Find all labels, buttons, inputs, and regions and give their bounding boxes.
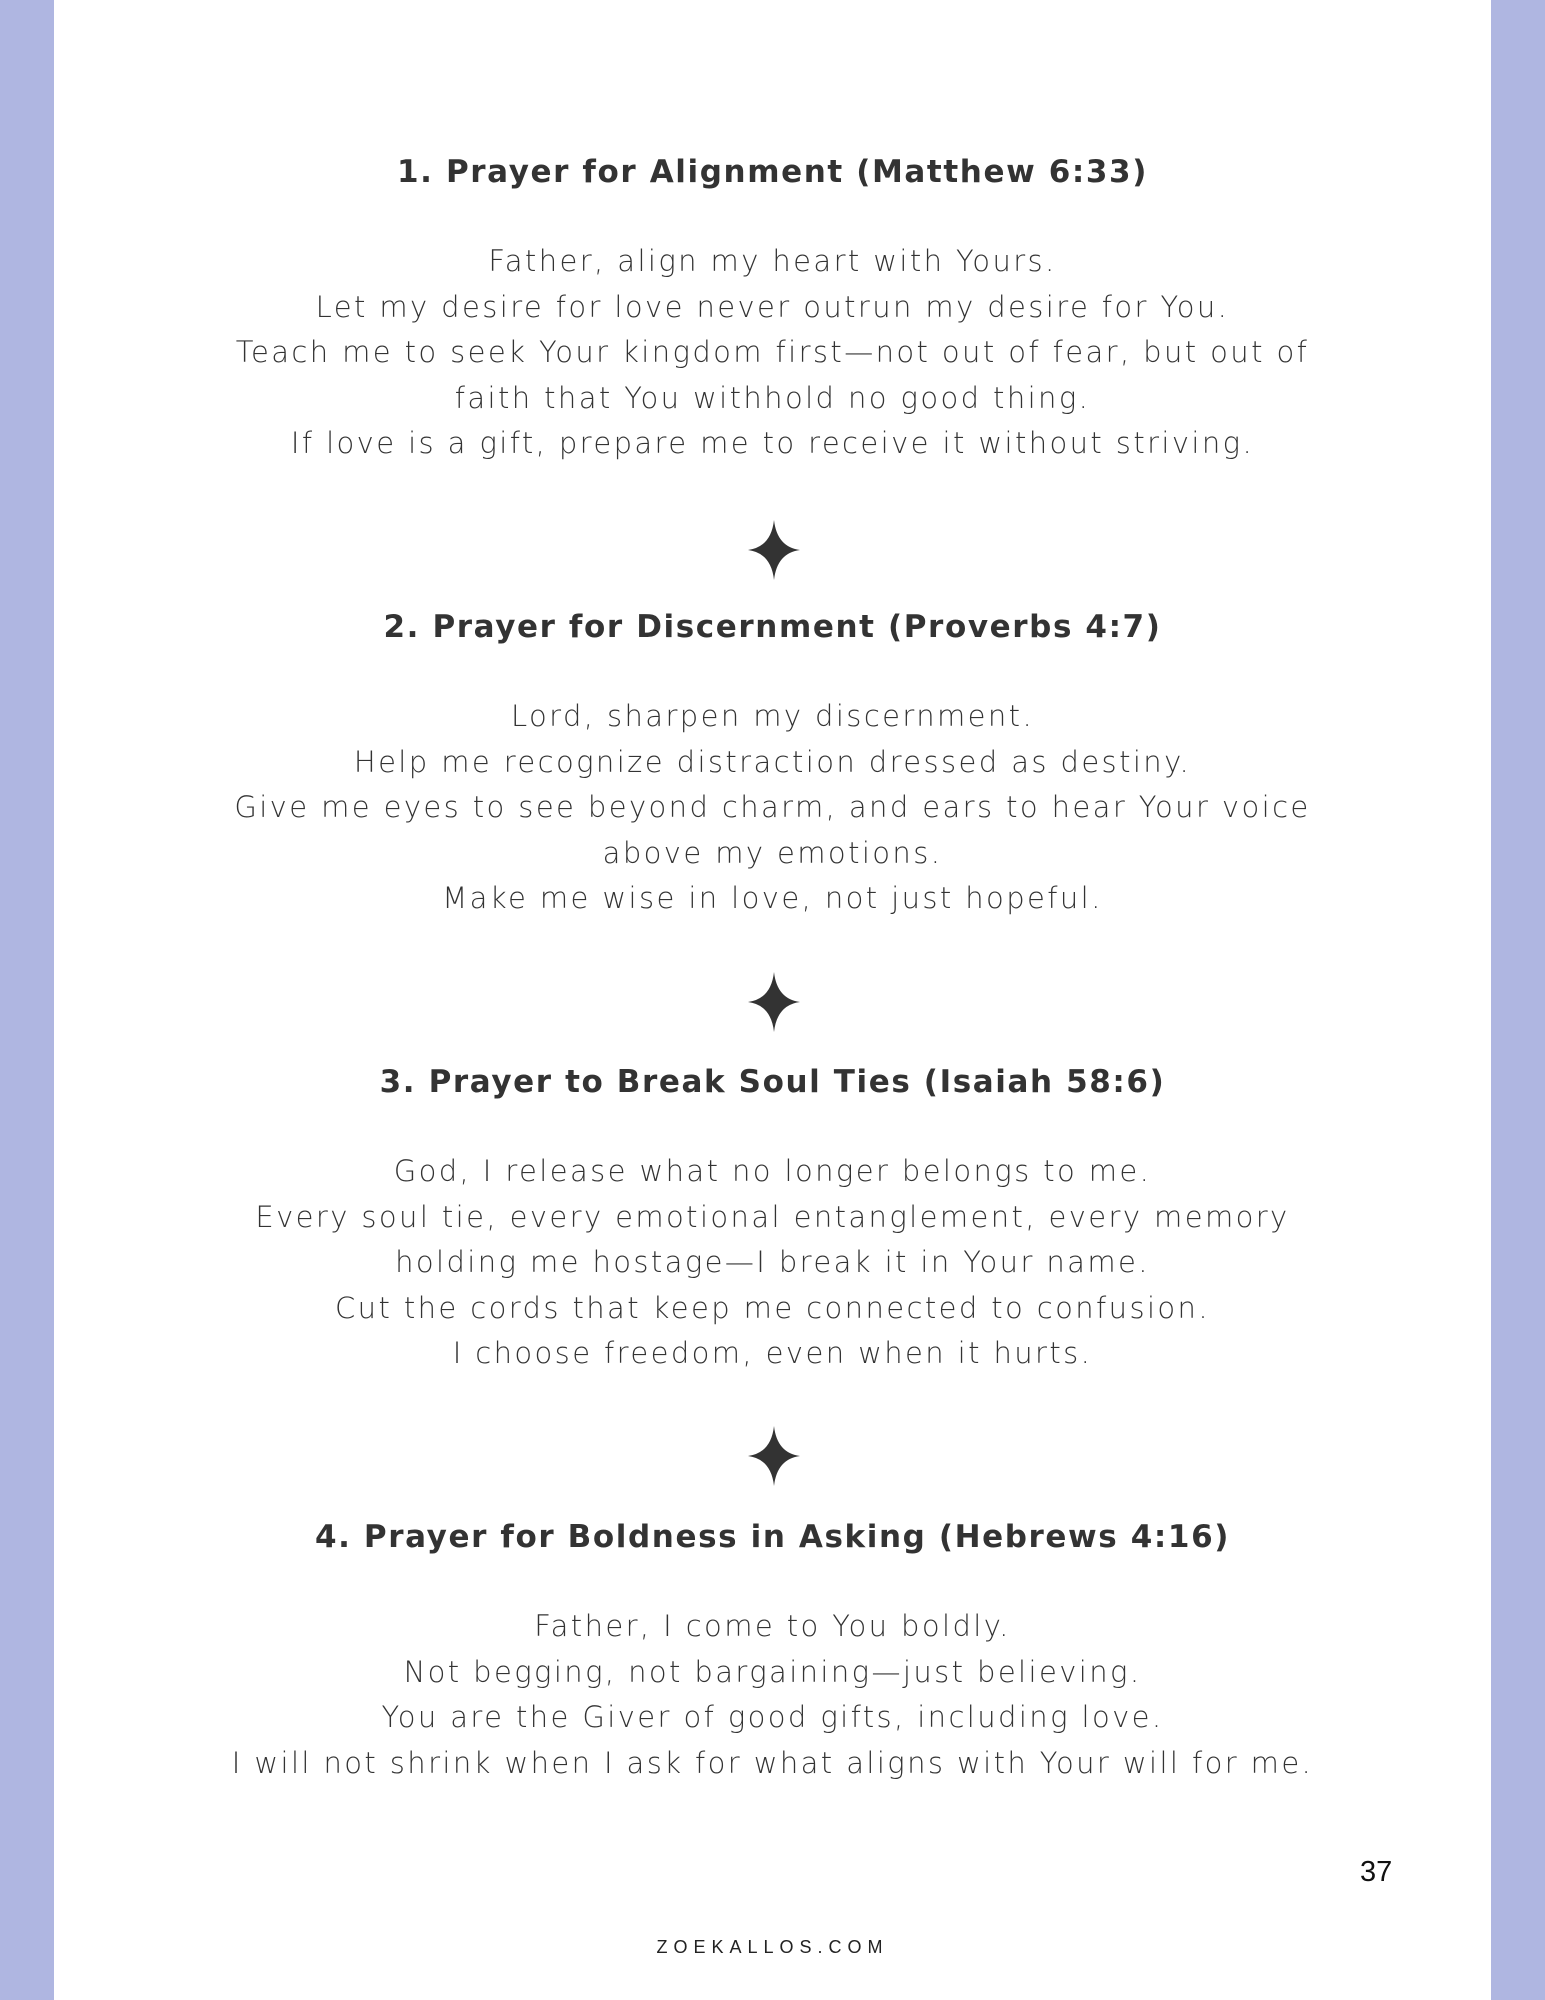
prayer-line: I will not shrink when I ask for what aligns with Your will for me. — [231, 1745, 1314, 1780]
prayer-line: Every soul tie, every emotional entanglement, every memory — [255, 1199, 1290, 1234]
prayer-body — [54, 239, 1491, 467]
prayer-line: Give me eyes to see beyond charm, and ears to hear Your voice — [234, 790, 1311, 824]
prayer-line: Teach me to seek Your kingdom first—not out of fear, but out of — [235, 335, 1310, 369]
prayer-title: 3. Prayer to Break Soul Ties (Isaiah 58:6) — [379, 1064, 1166, 1100]
prayer-line: faith that You withhold no good thing. — [454, 380, 1091, 415]
footer-website: ZOEKALLOS.COM — [656, 1937, 889, 1957]
prayer-line: Not begging, not bargaining—just believing. — [403, 1654, 1142, 1689]
four-point-star-icon — [748, 1426, 800, 1486]
prayer-line: holding me hostage—I break it in Your name. — [395, 1245, 1150, 1279]
prayer-line: I choose freedom, even when it hurts. — [452, 1336, 1093, 1370]
prayer-line: Let my desire for love never outrun my desire for You. — [315, 289, 1230, 324]
page-number: 37 — [1360, 1856, 1393, 1888]
prayer-body — [54, 1604, 1491, 1786]
prayer-line: You are the Giver of good gifts, including love. — [381, 1700, 1164, 1734]
prayer-line: Father, I come to You boldly. — [534, 1609, 1011, 1643]
prayer-title: 4. Prayer for Boldness in Asking (Hebrews 4:16) — [314, 1519, 1231, 1555]
four-point-star-icon — [748, 972, 800, 1032]
prayer-line: Make me wise in love, not just hopeful. — [442, 881, 1103, 915]
prayer-line: Lord, sharpen my discernment. — [510, 699, 1035, 733]
prayer-line: Help me recognize distraction dressed as destiny. — [353, 744, 1192, 779]
right-border — [1491, 0, 1545, 2000]
prayer-line: above my emotions. — [602, 835, 943, 870]
prayer-line: If love is a gift, prepare me to receive it without striving. — [290, 426, 1255, 460]
prayer-section-4 — [54, 1514, 1491, 1786]
prayer-title: 1. Prayer for Alignment (Matthew 6:33) — [397, 154, 1148, 190]
prayer-section-3 — [54, 1059, 1491, 1377]
prayer-body — [54, 1149, 1491, 1377]
prayer-title: 2. Prayer for Discernment (Proverbs 4:7) — [383, 609, 1162, 645]
left-border — [0, 0, 54, 2000]
prayer-body — [54, 694, 1491, 922]
prayer-line: Father, align my heart with Yours. — [488, 244, 1057, 278]
prayer-section-2 — [54, 604, 1491, 922]
four-point-star-icon — [748, 520, 800, 580]
prayer-section-1 — [54, 149, 1491, 467]
prayer-line: Cut the cords that keep me connected to confusion. — [335, 1290, 1210, 1325]
prayer-line: God, I release what no longer belongs to me. — [393, 1154, 1152, 1188]
